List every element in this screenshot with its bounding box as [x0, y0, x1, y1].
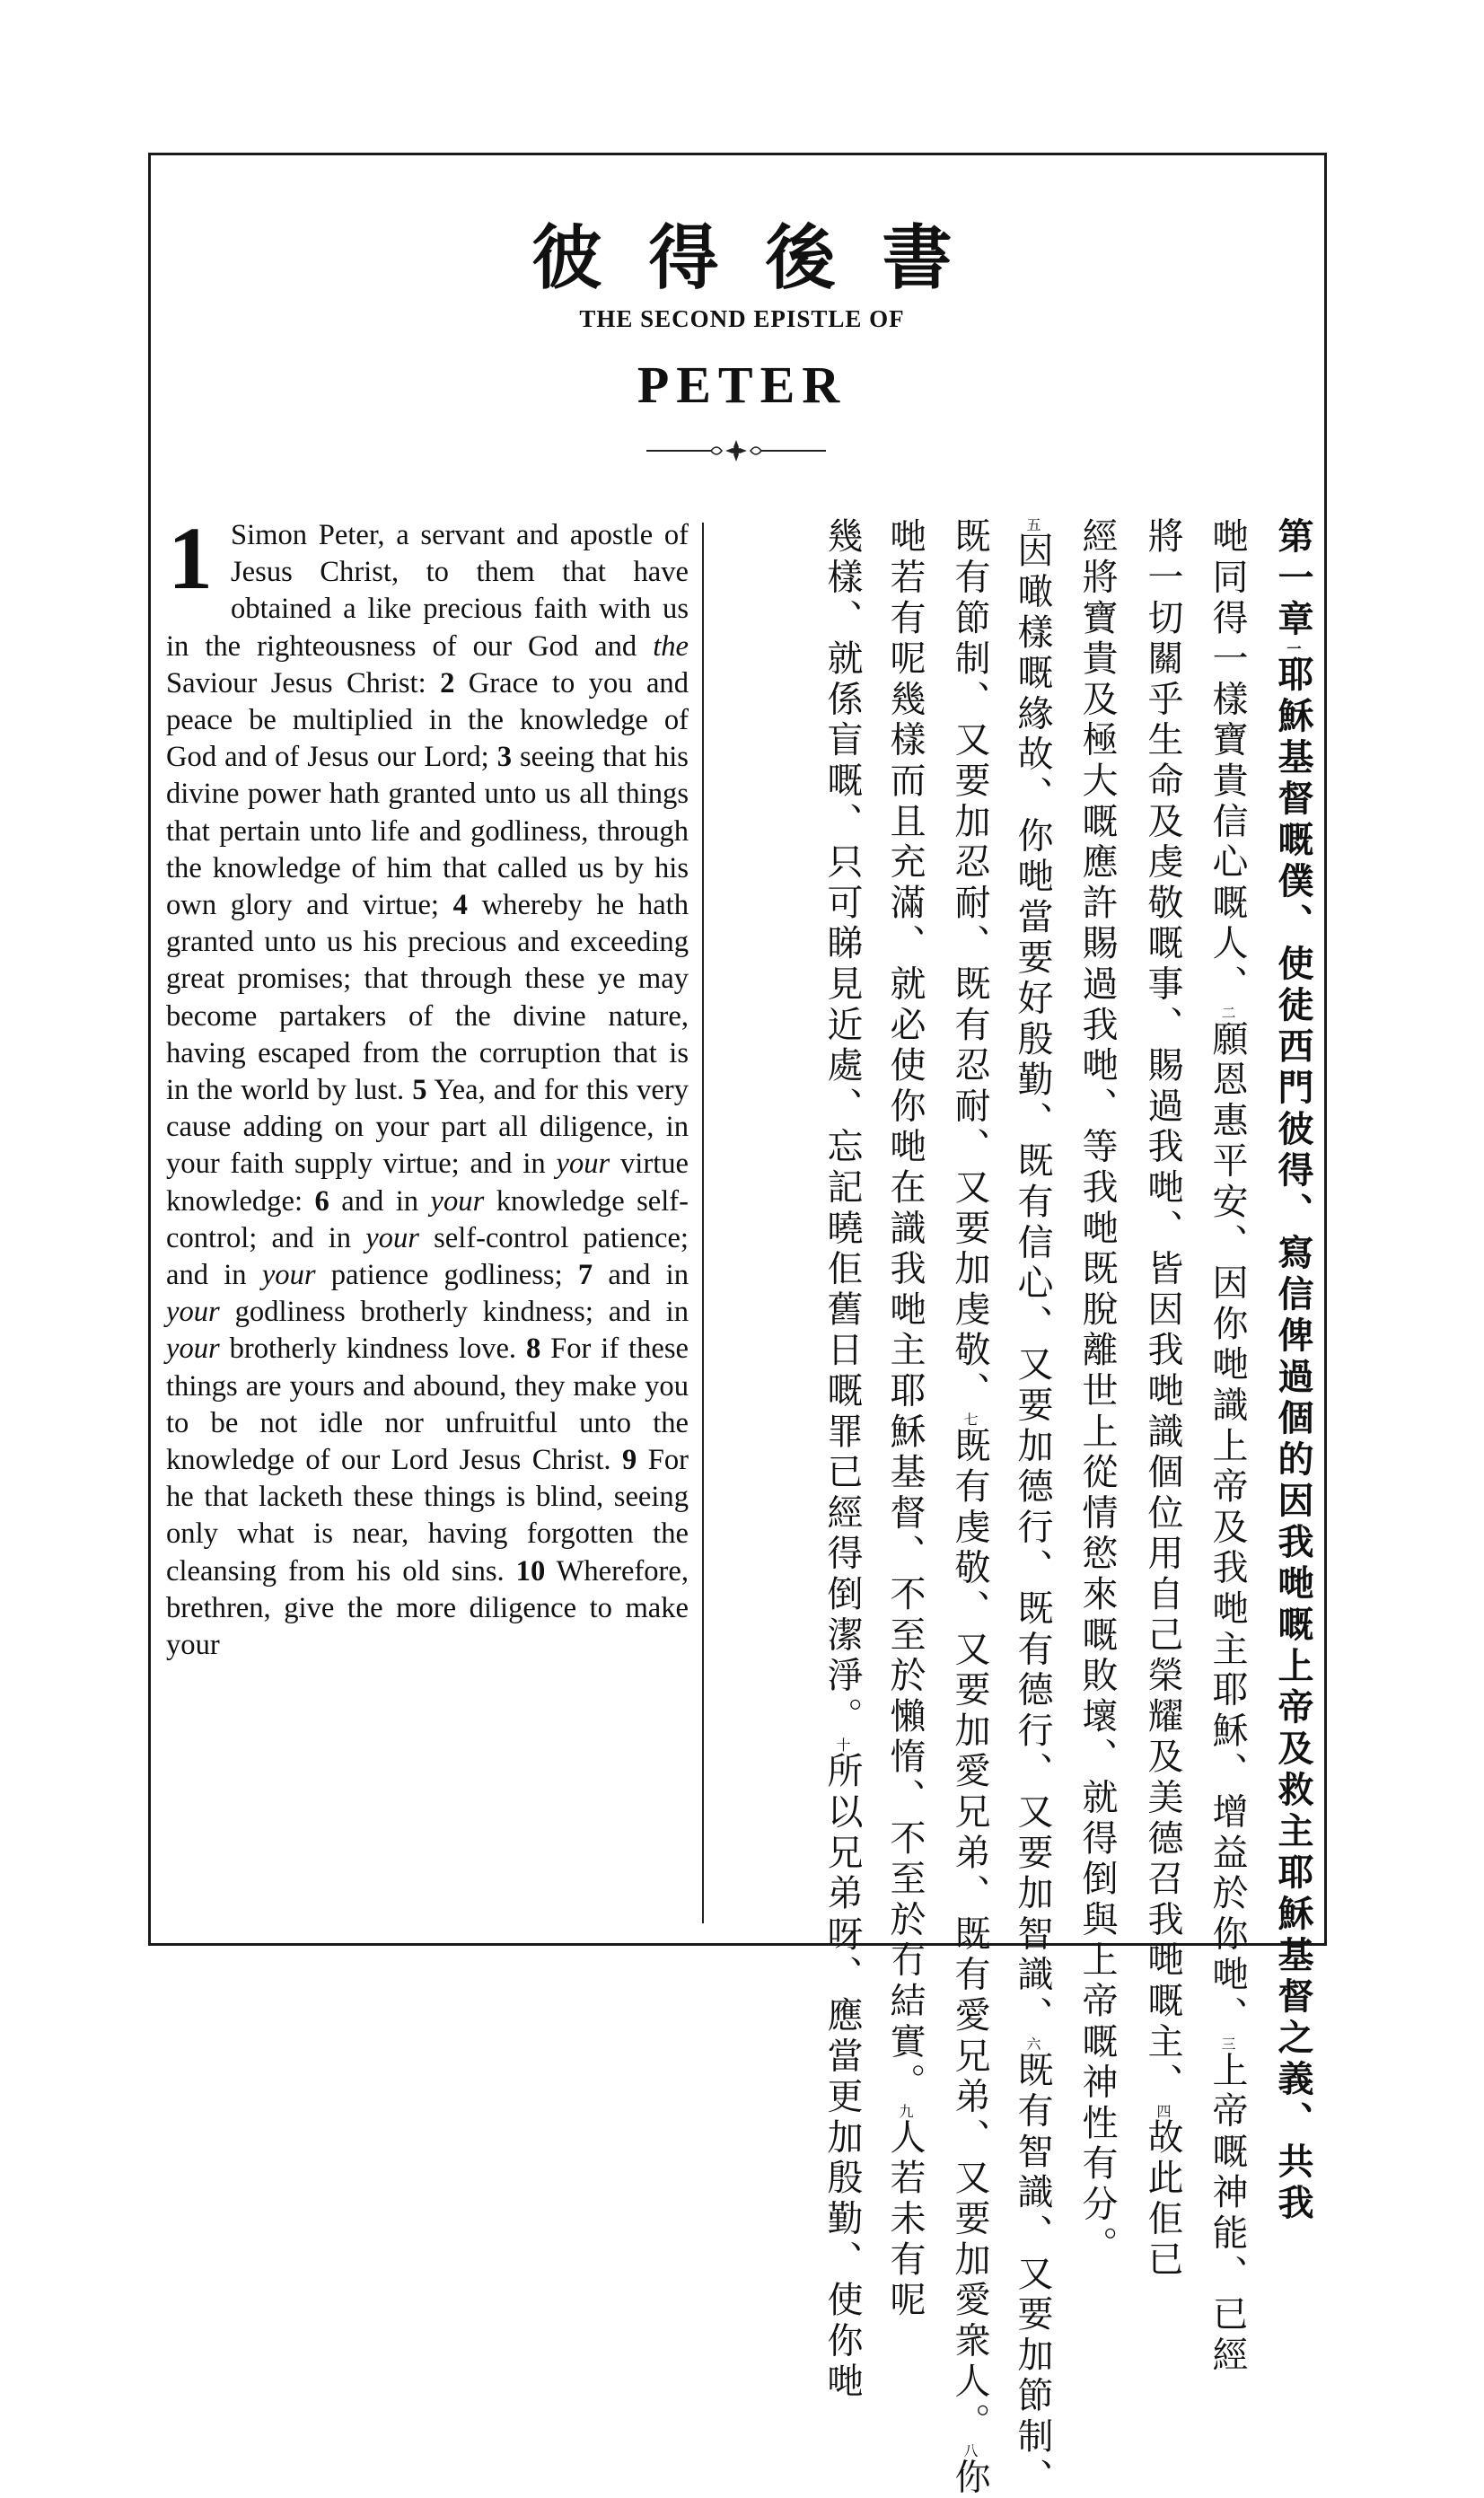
chinese-column: [1070, 517, 1124, 2266]
chinese-text-run: 願恩惠平安、因你哋識上帝及我哋主耶穌、增益於你哋、: [1207, 1019, 1248, 2037]
chinese-text-run: 故此佢已: [1142, 2117, 1183, 2281]
chinese-verse-number: 八: [962, 2443, 979, 2458]
chinese-text-column: [718, 517, 1315, 2498]
chinese-text-run: 哋同得一樣寶貴信心嘅人、: [1207, 517, 1248, 1006]
chinese-text-run: 上帝嘅神能、已經: [1207, 2051, 1248, 2377]
english-text-run: your: [430, 1184, 485, 1218]
chinese-text-run: 第一章: [1272, 517, 1313, 641]
chapter-number: 1: [168, 508, 213, 608]
chinese-verse-number: 二: [1219, 1005, 1236, 1020]
chinese-column: [815, 517, 869, 2403]
english-text-run: the: [653, 629, 689, 663]
chinese-text-run: 將一切關乎生命及虔敬嘅事、賜過我哋、皆因我哋識個位用自己榮耀及美德召我哋嘅主、: [1142, 517, 1183, 2104]
english-text-run: brotherly kindness love.: [219, 1333, 526, 1366]
chinese-verse-number: 六: [1024, 2036, 1041, 2052]
chinese-text-run: 既有虔敬、又要加愛兄弟、既有愛兄弟、又要加愛衆人。: [949, 1426, 990, 2444]
verse-number: 6: [314, 1184, 329, 1218]
chinese-text-run: 你: [949, 2458, 990, 2498]
chinese-column: [943, 517, 997, 2498]
english-text-run: whereby he hath granted unto us his precious and exceeding great promises; that through these ye may become partakers of the divine nature, having escaped from the corruption that is in the world by lust.: [166, 889, 689, 1107]
chinese-text-run: 既有節制、又要加忍耐、既有忍耐、又要加虔敬、: [949, 517, 990, 1412]
chinese-column: [1136, 517, 1190, 2281]
verse-number: 8: [525, 1333, 541, 1366]
chinese-text-run: 因噉樣嘅緣故、你哋當要好殷勤、既有信心、又要加德行、既有德行、又要加智識、: [1012, 532, 1053, 2037]
verse-number: 9: [622, 1444, 637, 1477]
english-text-run: your: [261, 1259, 316, 1292]
verse-number: 3: [496, 741, 512, 774]
english-text-run: your: [556, 1148, 610, 1181]
chinese-verse-number: 九: [897, 2103, 914, 2118]
english-text-column: [166, 508, 689, 1664]
chinese-text-run: 哋若有呢幾樣而且充滿、就必使你哋在識我哋主耶穌基督、不至於懶惰、不至於冇結實。: [884, 517, 926, 2104]
chinese-text-run: 經將寶貴及極大嘅應許賜過我哋、等我哋既脫離世上從情慾來嘅敗壞、就得倒與上帝嘅神性有分。: [1076, 517, 1118, 2266]
chinese-verse-number: 五: [1024, 517, 1041, 532]
chinese-text-run: 人若未有呢: [884, 2117, 926, 2322]
chinese-verse-number: 十: [834, 1737, 851, 1752]
verse-number: 2: [440, 666, 455, 699]
chinese-text-run: 幾樣、就係盲嘅、只可睇見近處、忘記曉佢舊日嘅罪已經得倒潔淨。: [821, 517, 863, 1737]
chinese-column: [878, 517, 932, 2321]
chinese-verse-number: 一: [1285, 641, 1302, 655]
english-text-run: your: [365, 1221, 419, 1254]
chinese-text-run: 既有智識、又要加節制、: [1012, 2051, 1053, 2498]
english-text-run: and in: [593, 1259, 689, 1292]
chinese-column: [1266, 517, 1320, 2225]
english-text-run: For he that lacketh these things is blind, seeing only what is near, having forgotten the cleansing from his old sins.: [166, 1444, 689, 1588]
english-text-run: your: [166, 1296, 220, 1329]
english-text-run: For if these things are yours and abound, they make you to be not idle nor unfruitful unto the knowledge of our Lord Jesus Christ.: [166, 1333, 689, 1477]
chinese-verse-number: 七: [962, 1412, 979, 1427]
english-text-run: seeing that his divine power hath granted unto us all things that pertain unto life and godliness, through the knowledge of him that called us by his own glory and virtue;: [166, 741, 689, 922]
english-title: PETER: [637, 356, 847, 414]
column-divider: [702, 523, 704, 1923]
chinese-text-run: 耶穌基督嘅僕、使徒西門彼得、寫信俾過個的因我哋嘅上帝及救主耶穌基督之義、共我: [1272, 655, 1313, 2225]
chinese-text-run: 所以兄弟呀、應當更加殷勤、使你哋: [821, 1752, 863, 2403]
english-text-run: Yea, and for this very cause adding on your part all diligence, in your faith supply virtue; and in: [166, 1074, 689, 1181]
verse-number: 4: [452, 889, 468, 922]
english-text-run: Grace to you and peace be multiplied in the knowledge of God and of Jesus our Lord;: [166, 666, 689, 774]
english-text-run: godliness brotherly kindness; and in: [219, 1296, 689, 1329]
english-text-run: and in: [329, 1184, 431, 1218]
chinese-title: 彼得後書: [531, 217, 999, 299]
verse-number: 5: [412, 1074, 427, 1107]
chinese-column: [1200, 517, 1254, 2377]
chinese-column: [1005, 517, 1059, 2498]
english-text-run: Simon Peter, a servant and apostle of Jesus Christ, to them that have obtained a like precious faith with us in the righteousness of our God and: [166, 519, 689, 663]
english-text-run: self-control patience; and in: [166, 1221, 689, 1292]
english-text-run: your: [166, 1333, 220, 1366]
english-text-run: knowledge self-control; and in: [166, 1184, 689, 1254]
chinese-verse-number: 四: [1155, 2103, 1172, 2118]
english-text-run: Wherefore, brethren, give the more diligence to make your: [166, 1554, 689, 1662]
ornament-divider: [628, 437, 844, 464]
english-subtitle: THE SECOND EPISTLE OF: [579, 305, 905, 332]
chinese-verse-number: 三: [1219, 2036, 1236, 2052]
english-text-run: patience godliness;: [315, 1259, 578, 1292]
verse-number: 10: [515, 1554, 546, 1588]
english-text-run: Saviour Jesus Christ:: [166, 666, 441, 699]
english-text-run: virtue knowledge:: [166, 1148, 689, 1218]
english-body: [166, 508, 689, 1662]
verse-number: 7: [577, 1259, 593, 1292]
